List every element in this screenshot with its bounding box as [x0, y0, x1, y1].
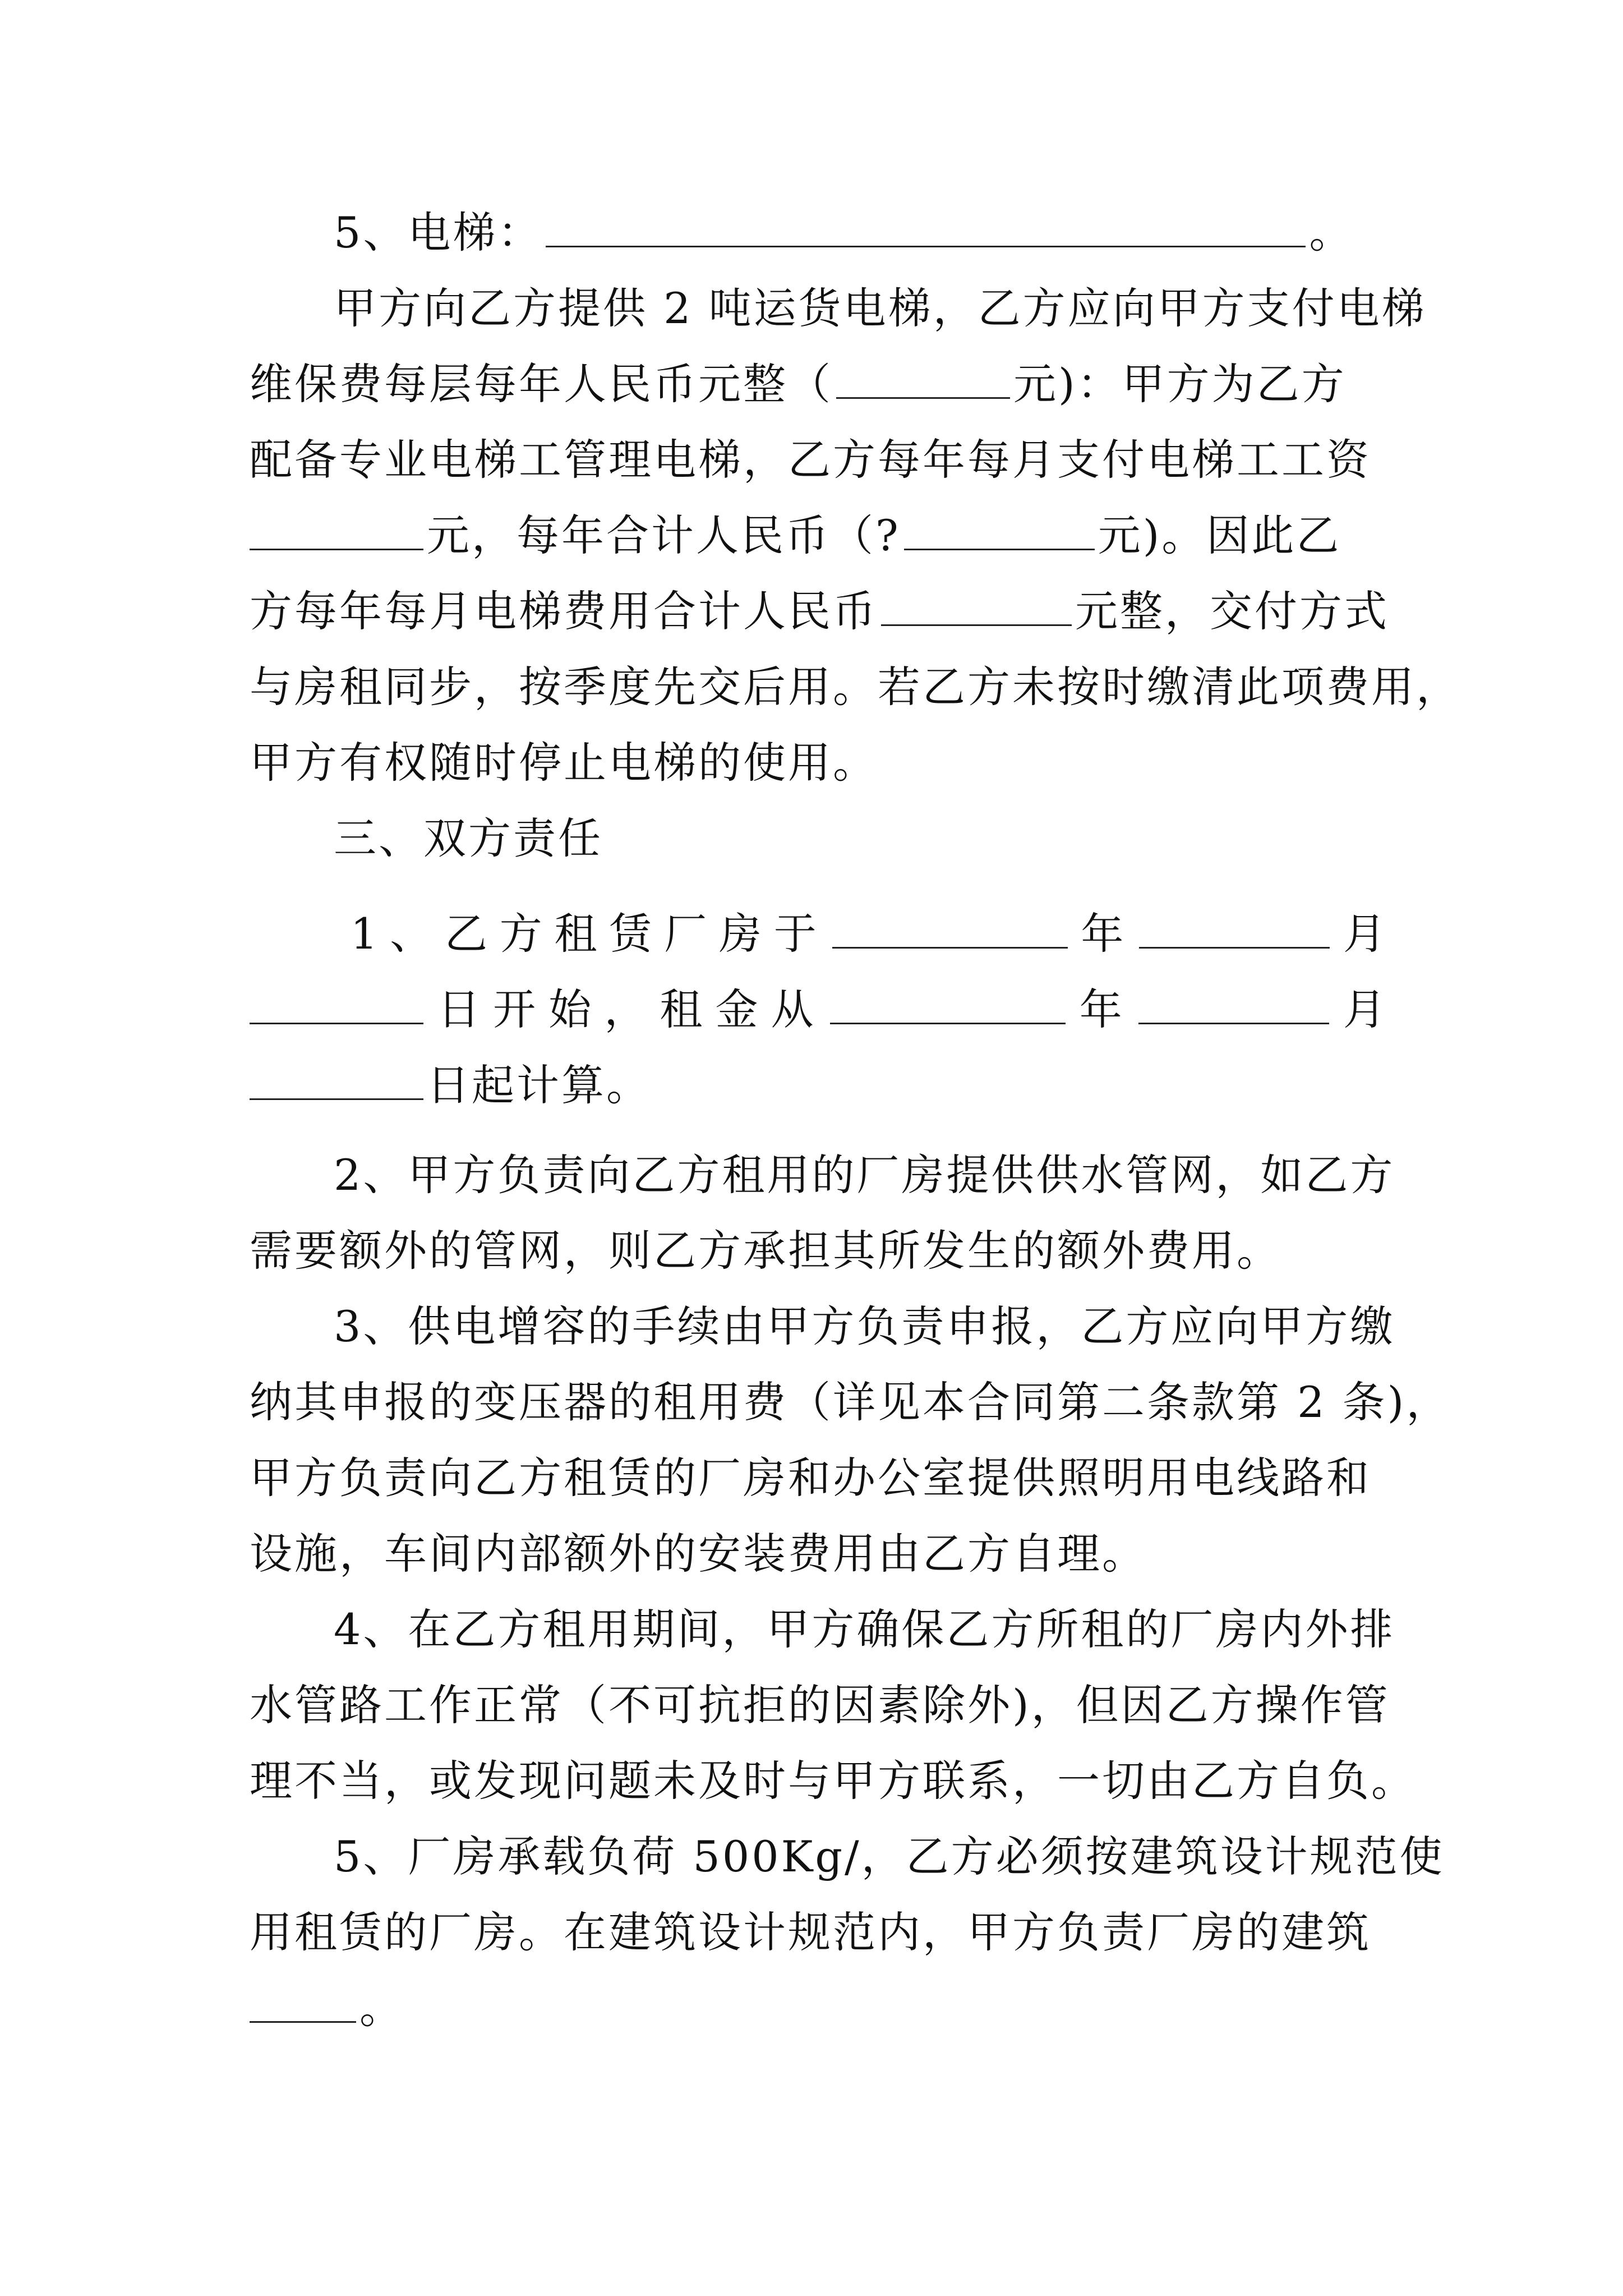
- fill-blank: [881, 585, 1072, 626]
- text-line: 用租赁的厂房。在建筑设计规范内，甲方负责厂房的建筑: [250, 1907, 1371, 1957]
- text-line-spaced: [250, 982, 1388, 1038]
- text-line: 5、厂房承载负荷 500Kg/，乙方必须按建筑设计规范使: [334, 1832, 1445, 1881]
- text: ，: [604, 984, 649, 1034]
- text-line: 水管路工作正常（不可抗拒的因素除外)，但因乙方操作管: [250, 1680, 1390, 1730]
- text-line: [250, 508, 1388, 564]
- text: 于: [773, 909, 819, 959]
- text: 。: [1309, 208, 1354, 257]
- text-line: 4、在乙方租用期间，甲方确保乙方所租的厂房内外排: [334, 1604, 1395, 1654]
- text: 元整，交付方式: [1075, 586, 1389, 636]
- text: 1: [351, 909, 380, 959]
- text: 租: [554, 909, 600, 959]
- text: 方每年每月电梯费用合计人民币: [250, 586, 878, 636]
- text-line: 纳其申报的变压器的租用费（详见本合同第二条款第 2 条)，: [250, 1377, 1451, 1427]
- text-line: 理不当，或发现问题未及时与甲方联系，一切由乙方自负。: [250, 1756, 1416, 1806]
- text: 房: [718, 909, 764, 959]
- text: 年: [1081, 909, 1126, 959]
- text-line: 甲方有权随时停止电梯的使用。: [250, 738, 878, 788]
- fill-blank: [904, 509, 1095, 550]
- text-line: [250, 583, 1388, 639]
- text-line: [250, 356, 1388, 412]
- text-line: 甲方向乙方提供 2 吨运货电梯，乙方应向甲方支付电梯: [334, 283, 1427, 333]
- fill-blank: [250, 509, 423, 550]
- text: 日: [437, 984, 483, 1034]
- text: 元)。因此乙: [1098, 510, 1341, 560]
- section-heading: 三、双方责任: [334, 813, 603, 863]
- text: 赁: [609, 909, 654, 959]
- text: 从: [771, 984, 816, 1034]
- text-line: 3、供电增容的手续由甲方负责申报，乙方应向甲方缴: [334, 1301, 1395, 1351]
- fill-blank: [250, 1059, 423, 1100]
- text-line: [250, 1057, 1388, 1114]
- text: 年: [1079, 984, 1124, 1034]
- fill-blank: [1139, 908, 1330, 949]
- text-line: 设施，车间内部额外的安装费用由乙方自理。: [250, 1529, 1147, 1579]
- text: 5、电梯：: [334, 208, 543, 257]
- text: 日起计算。: [427, 1060, 651, 1110]
- text-line: 与房租同步，按季度先交后用。若乙方未按时缴清此项费用，: [250, 662, 1461, 712]
- text: 厂: [664, 909, 709, 959]
- text-line-spaced: [351, 906, 1388, 962]
- text: 开: [493, 984, 538, 1034]
- text: 金: [715, 984, 760, 1034]
- text: 。: [359, 1983, 404, 2033]
- text: 元，每年合计人民币（?: [427, 510, 901, 560]
- text: 月: [1343, 909, 1388, 959]
- fill-blank: [546, 206, 1306, 247]
- text: 、: [390, 909, 435, 959]
- fill-blank: [836, 358, 1010, 399]
- text: 乙: [444, 909, 490, 959]
- text: 始: [548, 984, 594, 1034]
- fill-blank: [1138, 983, 1329, 1024]
- text-line: 需要额外的管网，则乙方承担其所发生的额外费用。: [250, 1226, 1281, 1276]
- text-line: 2、甲方负责向乙方租用的厂房提供供水管网，如乙方: [334, 1150, 1395, 1200]
- text: 方: [499, 909, 545, 959]
- fill-blank: [250, 1982, 356, 2023]
- text: 月: [1343, 984, 1388, 1034]
- text-line: [250, 1980, 1388, 2036]
- fill-blank: [832, 908, 1068, 949]
- text: 租: [660, 984, 705, 1034]
- text-line: 配备专业电梯工管理电梯，乙方每年每月支付电梯工工资: [250, 435, 1371, 485]
- text: 元)：甲方为乙方: [1013, 359, 1347, 409]
- text: 维保费每层每年人民币元整（: [250, 359, 833, 409]
- fill-blank: [250, 983, 423, 1024]
- text-line: 甲方负责向乙方租赁的厂房和办公室提供照明用电线路和: [250, 1453, 1371, 1503]
- fill-blank: [830, 983, 1066, 1024]
- paragraph-elevator-heading: [334, 205, 1472, 261]
